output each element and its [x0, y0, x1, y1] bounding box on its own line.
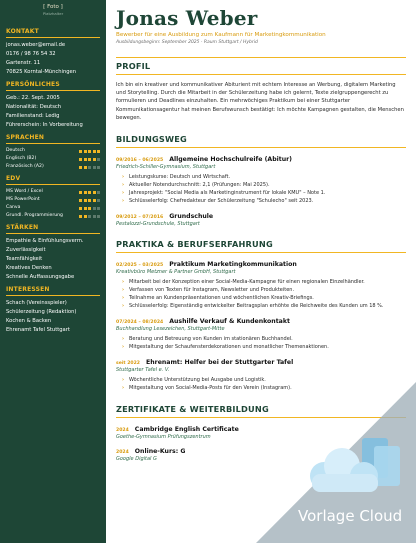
entry-organization: Buchhandlung Lesezeichen, Stuttgart-Mitte — [116, 326, 225, 333]
rating-dot — [93, 199, 96, 202]
rating-dot — [79, 207, 82, 210]
bullet-item: › Mitarbeit bei der Konzeption einer Social-Media-Kampagne für einen regionalen Einzelhändler. — [122, 278, 406, 286]
rating-dot — [97, 166, 100, 169]
skill-label: MS PowerPoint — [6, 197, 40, 202]
cv-entry — [116, 261, 406, 310]
contact-email[interactable]: jonas.weber@email.de — [6, 42, 66, 48]
strength-item: Zuverlässigkeit — [6, 247, 46, 253]
personal-license: Führerschein: In Vorbereitung — [6, 122, 83, 128]
photo-label: [ Foto ] — [43, 4, 63, 10]
skill-row — [6, 147, 100, 155]
entry-title: Cambridge English Certificate — [134, 426, 239, 434]
rating-dot — [93, 191, 96, 194]
rating-dot — [84, 158, 87, 161]
applicant-subtitle: Bewerber für eine Ausbildung zum Kaufmann für Marketingkommunikation — [116, 32, 326, 38]
bullet-item: › Mitgestaltung der Schaufensterdekorationen und monatlicher Themenaktionen. — [122, 343, 406, 351]
profile-title: PROFIL — [116, 57, 406, 75]
rating-dot — [79, 215, 82, 218]
entry-head — [116, 156, 406, 163]
entry-head — [116, 261, 406, 268]
rating-dot — [79, 199, 82, 202]
personal-birth: Geb.: 22. Sept. 2005 — [6, 95, 60, 101]
edv-section — [6, 175, 100, 220]
contact-phone[interactable]: 0176 / 98 76 54 32 — [6, 51, 56, 57]
interests-section — [6, 286, 100, 335]
entry-date: 07/2024 – 08/2024 — [116, 320, 164, 326]
skill-rating — [79, 199, 100, 202]
entry-date: 09/2016 – 06/2025 — [116, 158, 164, 164]
skill-rating — [79, 215, 100, 218]
skill-rating — [79, 158, 100, 161]
skill-rating — [79, 150, 100, 153]
skill-label: Canva — [6, 205, 21, 210]
bullet-item: › Aktueller Notendurchschnitt: 2,1 (Prüfungen: Mai 2025). — [122, 181, 406, 189]
entry-date: 2024 — [116, 450, 129, 456]
languages-section — [6, 134, 100, 171]
bullet-item: › Teilnahme an Kundenpräsentationen und wöchentlichen Kreativ-Briefings. — [122, 294, 406, 302]
interest-item: Schülerzeitung (Redaktion) — [6, 309, 77, 315]
entry-organization: Google Digital G — [116, 456, 157, 463]
rating-dot — [93, 158, 96, 161]
rating-dot — [79, 191, 82, 194]
rating-dot — [93, 207, 96, 210]
entry-organization: Pestalozzi-Grundschule, Stuttgart — [116, 221, 200, 228]
strength-item: Schnelle Auffassungsgabe — [6, 274, 75, 280]
bullet-item: › Verfassen von Texten für Instagram, Newsletter und Produkteiten. — [122, 286, 406, 294]
skill-rating — [79, 207, 100, 210]
rating-dot — [84, 215, 87, 218]
entry-date: 02/2025 – 03/2025 — [116, 263, 164, 269]
skill-label: Deutsch — [6, 148, 25, 153]
applicant-meta: Ausbildungsbeginn: September 2025 · Raum Stuttgart / Hybrid — [116, 40, 258, 45]
bullet-item: › Leistungskurse: Deutsch und Wirtschaft. — [122, 173, 406, 181]
strengths-section — [6, 224, 100, 282]
interest-item: Kochen & Backen — [6, 318, 52, 324]
rating-dot — [79, 166, 82, 169]
bullet-item: › Jahresprojekt: "Social Media als Marketinginstrument für lokale KMU" – Note 1. — [122, 189, 406, 197]
personal-marital: Familienstand: Ledig — [6, 113, 60, 119]
cv-entry — [116, 213, 406, 227]
edv-title: EDV — [6, 175, 100, 185]
contact-city: 70825 Korntal-Münchingen — [6, 69, 77, 75]
bullet-item: › Mitgestaltung von Social-Media-Posts für den Verein (Instagram). — [122, 384, 406, 392]
entry-head — [116, 318, 406, 325]
entry-date: 2024 — [116, 428, 129, 434]
rating-dot — [84, 166, 87, 169]
entry-title: Ehrenamt: Helfer bei der Stuttgarter Tafel — [146, 359, 294, 367]
personal-title: PERSÖNLICHES — [6, 81, 100, 91]
education-list — [116, 156, 406, 227]
interests-title: INTERESSEN — [6, 286, 100, 296]
rating-dot — [97, 191, 100, 194]
education-title: BILDUNGSWEG — [116, 134, 406, 148]
entry-organization: Stuttgarter Tafel e. V. — [116, 367, 170, 374]
entry-title: Praktikum Marketingkommunikation — [169, 261, 297, 269]
personal-nationality: Nationalität: Deutsch — [6, 104, 62, 110]
sidebar — [0, 0, 106, 543]
bullet-item: › Schlüsselerfolg: Eigenständig entwickelter Beitragsplan erhöhte die Reichweite des Kunden um 18 %. — [122, 302, 406, 310]
entry-date: seit 2022 — [116, 361, 141, 367]
strength-item: Empathie & Einfühlungsverm. — [6, 238, 84, 244]
rating-dot — [97, 215, 100, 218]
rating-dot — [88, 150, 91, 153]
rating-dot — [84, 150, 87, 153]
photo-placeholder — [33, 4, 73, 24]
languages-title: SPRACHEN — [6, 134, 100, 144]
entry-head — [116, 213, 406, 220]
rating-dot — [88, 166, 91, 169]
profile-text: Ich bin ein kreativer und kommunikativer Abiturient mit echtem Interesse an Werbung, digitalem Marketing und Storytelling. Durch die Mitarbeit in der Schülerzeitung habe ich gelernt, Texte zielgruppengerecht zu formulieren und Deadlines einzuhalten. Ein mehrwöchiges Praktikum bei einer Stuttgarter Kommunikationsagentur hat meinen Berufswunsch bestätigt: Ich möchte Kampagnen gestalten, die Menschen bewegen. — [116, 82, 404, 121]
interest-item: Schach (Vereinsspieler) — [6, 300, 67, 306]
rating-dot — [97, 207, 100, 210]
entry-organization: Kreativbüro Metzner & Partner GmbH, Stuttgart — [116, 269, 236, 276]
personal-section — [6, 81, 100, 130]
skill-row — [6, 196, 100, 204]
strength-item: Teamfähigkeit — [6, 256, 43, 262]
entry-title: Allgemeine Hochschulreife (Abitur) — [169, 156, 292, 164]
watermark-text: Vorlage Cloud — [298, 507, 403, 525]
rating-dot — [93, 166, 96, 169]
rating-dot — [79, 150, 82, 153]
rating-dot — [84, 191, 87, 194]
rating-dot — [84, 199, 87, 202]
skill-row — [6, 212, 100, 220]
certificates-title: ZERTIFIKATE & WEITERBILDUNG — [116, 404, 406, 418]
rating-dot — [88, 158, 91, 161]
cv-entry — [116, 318, 406, 351]
entry-bullets — [116, 278, 406, 310]
cv-entry — [116, 156, 406, 205]
rating-dot — [79, 158, 82, 161]
experience-title: PRAKTIKA & BERUFSERFAHRUNG — [116, 239, 406, 253]
bullet-item: › Beratung und Betreuung von Kunden im stationären Buchhandel. — [122, 335, 406, 343]
rating-dot — [93, 150, 96, 153]
strength-item: Kreatives Denken — [6, 265, 52, 271]
entry-head — [116, 359, 406, 366]
contact-street: Gartenstr. 11 — [6, 60, 41, 66]
skill-label: Englisch (B2) — [6, 156, 37, 161]
skill-rating — [79, 191, 100, 194]
rating-dot — [97, 158, 100, 161]
entry-bullets — [116, 335, 406, 351]
strengths-title: STÄRKEN — [6, 224, 100, 234]
rating-dot — [97, 199, 100, 202]
entry-organization: Goethe-Gymnasium Prüfungszentrum — [116, 434, 211, 441]
skill-row — [6, 155, 100, 163]
photo-sub-label: Platzhalter — [42, 11, 64, 16]
interest-item: Ehrenamt Tafel Stuttgart — [6, 327, 70, 333]
skill-label: Französisch (A2) — [6, 164, 44, 169]
rating-dot — [88, 215, 91, 218]
entry-bullets — [116, 173, 406, 205]
contact-section — [6, 28, 100, 77]
entry-title: Aushilfe Verkauf & Kundenkontakt — [169, 318, 290, 326]
rating-dot — [88, 199, 91, 202]
contact-title: KONTAKT — [6, 28, 100, 38]
skill-row — [6, 204, 100, 212]
skill-label: MS Word / Excel — [6, 189, 43, 194]
rating-dot — [97, 150, 100, 153]
entry-title: Grundschule — [169, 213, 214, 221]
bullet-item: › Wöchentliche Unterstützung bei Ausgabe und Logistik. — [122, 376, 406, 384]
rating-dot — [88, 207, 91, 210]
entry-organization: Friedrich-Schiller-Gymnasium, Stuttgart — [116, 164, 216, 171]
entry-title: Online-Kurs: G — [134, 448, 186, 456]
bullet-item: › Schlüsselerfolg: Chefredakteur der Schülerzeitung "Schulecho" seit 2023. — [122, 197, 406, 205]
cloud-logo-icon — [290, 432, 416, 543]
experience-list — [116, 261, 406, 392]
skill-label: Grundl. Programmierung — [6, 213, 63, 218]
rating-dot — [88, 191, 91, 194]
skill-row — [6, 188, 100, 196]
skill-rating — [79, 166, 100, 169]
skill-row — [6, 163, 100, 171]
applicant-name: Jonas Weber — [116, 6, 258, 30]
rating-dot — [84, 207, 87, 210]
rating-dot — [93, 215, 96, 218]
entry-date: 09/2012 – 07/2016 — [116, 215, 164, 221]
